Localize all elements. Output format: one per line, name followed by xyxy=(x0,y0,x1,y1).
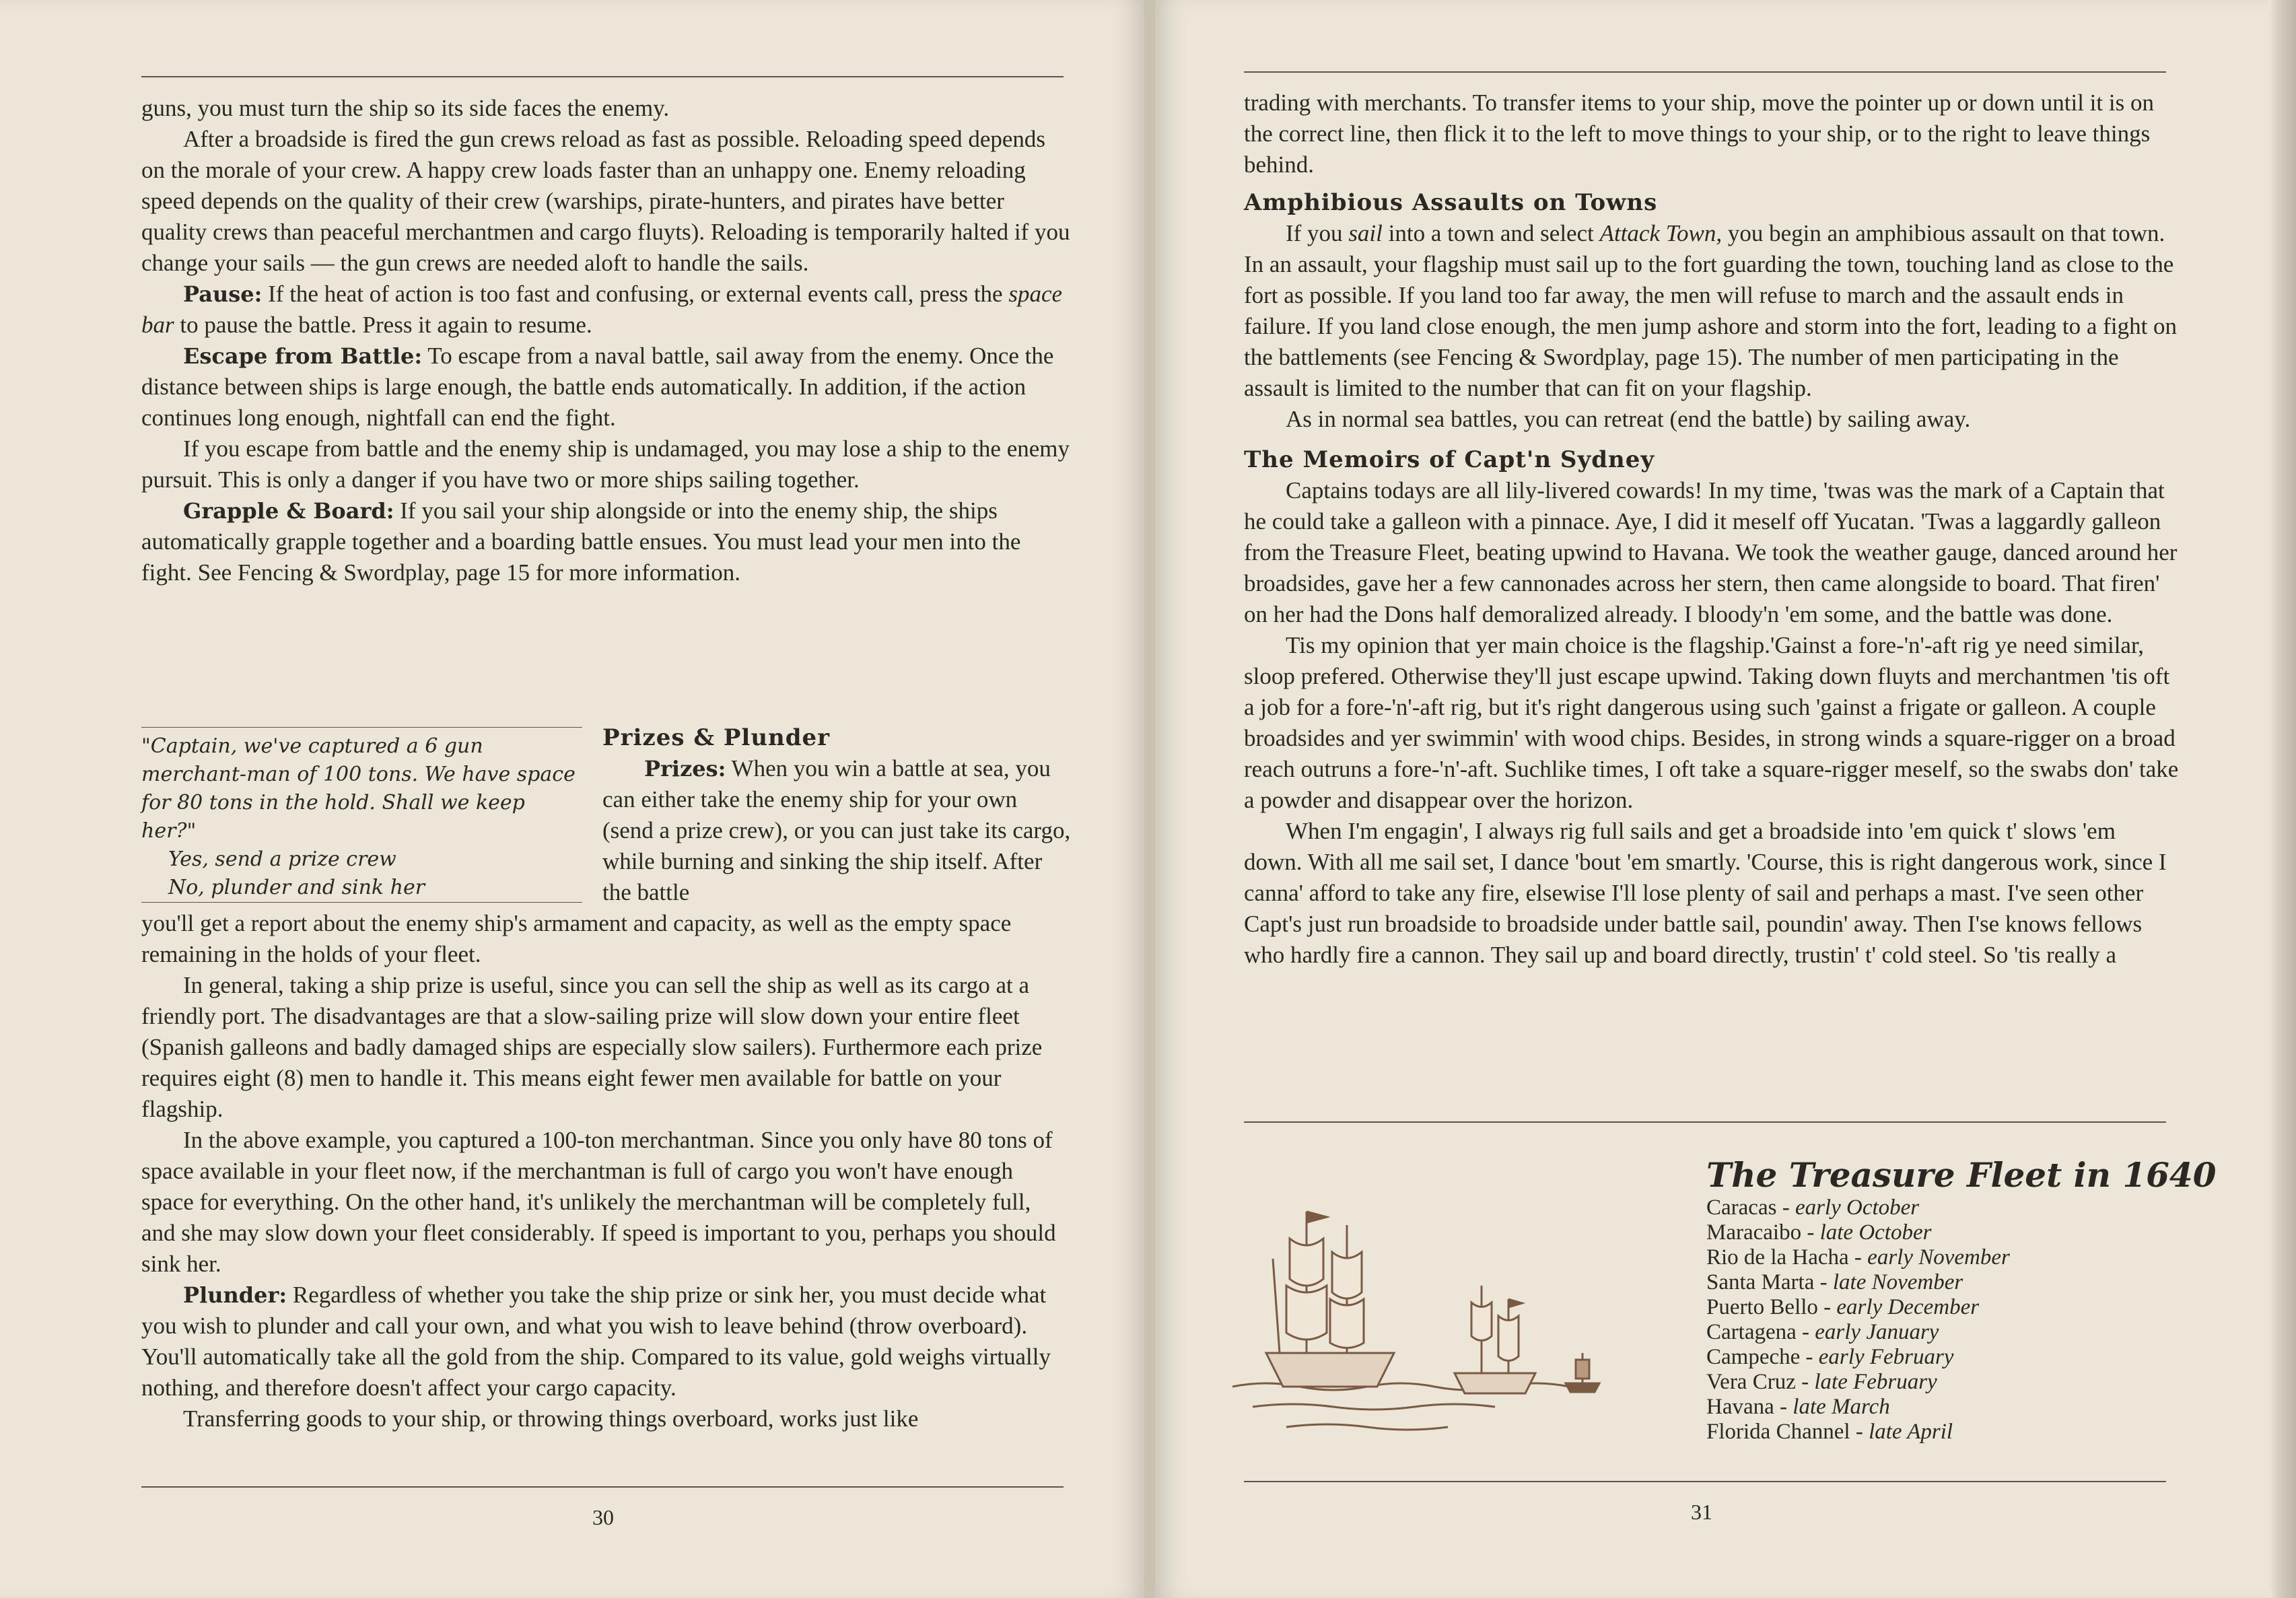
amphibious-heading: Amphibious Assaults on Towns xyxy=(1244,189,1658,216)
plunder-paragraph xyxy=(141,1280,1070,1403)
top-rule xyxy=(1244,71,2166,73)
pause-paragraph xyxy=(141,279,1070,341)
top-rule xyxy=(141,76,1064,77)
sidebar-quote-box xyxy=(141,732,582,902)
prizes-paragraph xyxy=(602,753,1074,908)
fleet-row: Cartagena - early January xyxy=(1706,1320,1939,1344)
fleet-row: Santa Marta - late November xyxy=(1706,1270,1963,1294)
page-number: 30 xyxy=(592,1505,614,1529)
prizes-heading: Prizes & Plunder xyxy=(602,724,831,751)
gutter xyxy=(1144,0,1155,1598)
paragraph: guns, you must turn the ship so its side faces the enemy. xyxy=(141,95,670,121)
fleet-row: Florida Channel - late April xyxy=(1706,1420,1953,1444)
space-bar-term: space bar xyxy=(141,281,1063,338)
middle-rule xyxy=(1244,1121,2166,1123)
ships-illustration xyxy=(1226,1185,1710,1454)
grapple-text: If you sail your ship alongside or into the enemy ship, the ships automatically grapple together and a boarding battle ensues. You must lead your men into the fight. See Fencing & Swordplay, page 15 for more information. xyxy=(141,497,1021,586)
fleet-schedule xyxy=(1706,1195,2010,1445)
fleet-row: Campeche - early February xyxy=(1706,1345,1954,1369)
escape-paragraph xyxy=(141,341,1070,433)
plunder-text: Regardless of whether you take the ship prize or sink her, you must decide what you wish to plunder and call your own, and what you wish to leave behind (throw overboard). You'll automatically take all the gold from the ship. Compared to its value, gold weighs virtually nothing, and therefore doesn't affect your cargo capacity. xyxy=(141,1282,1051,1401)
paragraph: In the above example, you captured a 100-ton merchantman. Since you only have 80 tons of space available in your fleet now, if the merchantman is full of cargo you won't have enough space for everything. On the other hand, it's unlikely the merchantman will be completely full, and she may slow down your fleet considerably. If speed is important to you, perhaps you should sink her. xyxy=(141,1127,1056,1277)
right-page xyxy=(1155,0,2296,1598)
paragraph: trading with merchants. To transfer items to your ship, move the pointer up or down until it is on the correct line, then flick it to the left to move things to your ship, or to the right to leave things behind. xyxy=(1244,90,2154,178)
fleet-row: Havana - late March xyxy=(1706,1395,1890,1419)
fleet-row: Maracaibo - late October xyxy=(1706,1220,1932,1245)
amphib-text: into a town and select xyxy=(1382,220,1600,246)
left-column-bottom xyxy=(141,908,1070,1434)
paragraph: Captains todays are all lily-livered cowards! In my time, 'twas was the mark of a Captain that he could take a galleon with a pinnace. Aye, I did it meself off Yucatan. 'Twas a laggardly galleon from the Treasure Fleet, beating upwind to Havana. We took the weather gauge, danced around her broadsides, gave her a few cannonades across her stern, then came alongside to board. That firen' on her had the Dons half demoralized already. I bloody'n 'em some, and the battle was done. xyxy=(1244,477,2178,627)
fleet-row: Rio de la Hacha - early November xyxy=(1706,1245,2010,1270)
left-column-top xyxy=(141,93,1070,588)
sidebar-quote: "Captain, we've captured a 6 gun merchant-man of 100 tons. We have space for 80 tons in the hold. Shall we keep her?" xyxy=(141,734,576,843)
sidebar-top-rule xyxy=(141,727,582,728)
paragraph: Tis my opinion that yer main choice is the flagship.'Gainst a fore-'n'-aft rig ye need similar, sloop prefered. Otherwise they'll just escape upwind. Taking down fluyts and merchantmen 'tis oft a job for a fore-'n'-aft rig, but it's right dangerous using such 'gainst a frigate or galleon. A couple broadsides and yer swimmin' with wood chips. Besides, in strong winds a square-rigger on a broad reach outruns a fore-'n'-aft. Suchlike times, I oft take a square-rigger meself, so the swabs don' take a powder and disappear over the horizon. xyxy=(1244,632,2179,813)
left-page xyxy=(0,0,1144,1598)
amphibious-paragraph xyxy=(1244,218,2180,404)
fleet-row: Puerto Bello - early December xyxy=(1706,1295,1980,1319)
page-edge xyxy=(2269,0,2296,1598)
paragraph: If you escape from battle and the enemy ship is undamaged, you may lose a ship to the enemy pursuit. This is only a danger if you have two or more ships sailing together. xyxy=(141,436,1070,493)
grapple-paragraph xyxy=(141,495,1070,588)
pause-lead: Pause: xyxy=(183,281,263,307)
paragraph: In general, taking a ship prize is useful, since you can sell the ship as well as its cargo at a friendly port. The disadvantages are that a slow-sailing prize will slow down your entire fleet (Spanish galleons and badly damaged ships are especially slow sailers). Furthermore each prize requires eight (8) men to handle it. This means eight fewer men available for battle on your flagship. xyxy=(141,972,1043,1122)
amphib-text: you begin an amphibious assault on that town. In an assault, your flagship must sail up to the fort guarding the town, touching land as close to the fort as possible. If you land too far away, the men will refuse to march and the assault ends in failure. If you land close enough, the men jump ashore and storm into the fort, leading to a fight on the battlements (see Fencing & Swordplay, page 15). The number of men participating in the assault is limited to the number that can fit on your flagship. xyxy=(1244,220,2178,401)
sail-term: sail xyxy=(1348,220,1383,246)
page-number: 31 xyxy=(1691,1500,1712,1524)
pause-text-end: to pause the battle. Press it again to resume. xyxy=(174,312,592,338)
fleet-row: Caracas - early October xyxy=(1706,1195,1920,1220)
attack-town-term: Attack Town, xyxy=(1599,220,1723,246)
prizes-column xyxy=(602,722,1074,908)
prizes-lead: Prizes: xyxy=(644,756,726,781)
right-column xyxy=(1244,88,2180,971)
paragraph: When I'm engagin', I always rig full sails and get a broadside into 'em quick t' slows 'em down. With all me sail set, I dance 'bout 'em smartly. 'Course, this is right dangerous work, since I canna' afford to take any fire, elsewise I'll lose plenty of sail and perhaps a mast. I've seen other Capt's just run broadside to broadside under battle sail, poundin' away. Then I'se knows fellows who hardly fire a cannon. They sail up and board directly, trustin' t' cold steel. So 'tis really a xyxy=(1244,818,2167,968)
paragraph: you'll get a report about the enemy ship's armament and capacity, as well as the empty space remaining in the holds of your fleet. xyxy=(141,910,1012,967)
memoirs-heading: The Memoirs of Capt'n Sydney xyxy=(1244,446,1655,473)
prizes-text: When you win a battle at sea, you can either take the enemy ship for your own (send a prize crew), or you can just take its cargo, while burning and sinking the ship itself. After the battle xyxy=(602,755,1071,905)
bottom-rule xyxy=(1244,1481,2166,1482)
escape-text: To escape from a naval battle, sail away from the enemy. Once the distance between ships is large enough, the battle ends automatically. In addition, if the action continues long enough, nightfall can end the fight. xyxy=(141,343,1054,431)
amphib-text: If you xyxy=(1286,220,1349,246)
paragraph: After a broadside is fired the gun crews reload as fast as possible. Reloading speed depends on the morale of your crew. A happy crew loads faster than an unhappy one. Enemy reloading speed depends on the quality of their crew (warships, pirate-hunters, and pirates have better quality crews than peaceful merchantmen and cargo fluyts). Reloading is temporarily halted if you change your sails — the gun crews are needed aloft to handle the sails. xyxy=(141,126,1070,276)
grapple-lead: Grapple & Board: xyxy=(183,498,394,524)
sidebar-option-no: No, plunder and sink her xyxy=(168,876,425,899)
pause-text: If the heat of action is too fast and confusing, or external events call, press the xyxy=(262,281,1009,307)
plunder-lead: Plunder: xyxy=(183,1282,287,1308)
fleet-title: The Treasure Fleet in 1640 xyxy=(1706,1155,2217,1195)
paragraph: As in normal sea battles, you can retreat (end the battle) by sailing away. xyxy=(1286,406,1971,432)
paragraph: Transferring goods to your ship, or throwing things overboard, works just like xyxy=(183,1405,919,1432)
bottom-rule xyxy=(141,1486,1064,1488)
escape-lead: Escape from Battle: xyxy=(183,343,423,369)
sidebar-bottom-rule xyxy=(141,902,582,903)
sidebar-option-yes: Yes, send a prize crew xyxy=(168,847,396,871)
fleet-row: Vera Cruz - late February xyxy=(1706,1370,1937,1394)
